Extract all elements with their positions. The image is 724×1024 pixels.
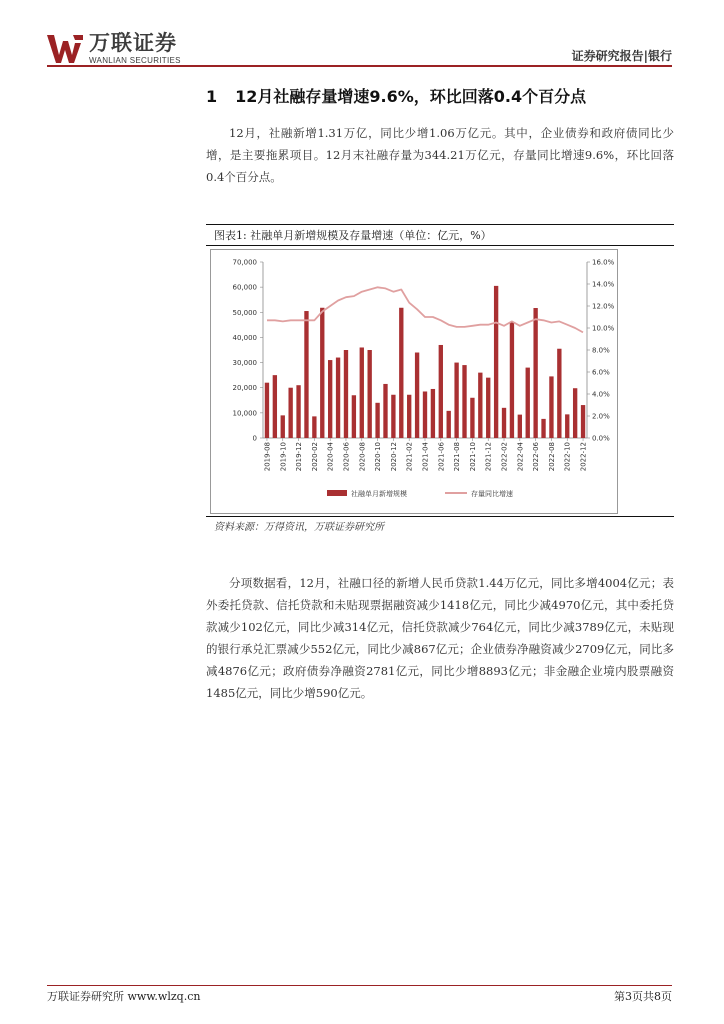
x-tick-label: 2021-12: [484, 442, 493, 472]
logo-chinese-name: 万联证券: [89, 31, 177, 55]
bar-2020-08: [360, 347, 364, 438]
bar-2021-02: [407, 395, 411, 438]
bar-2022-07: [541, 419, 545, 438]
x-tick-label: 2022-10: [563, 442, 572, 472]
bar-2021-04: [423, 391, 427, 438]
bar-2022-05: [526, 368, 530, 438]
report-category: 证券研究报告|银行: [571, 49, 672, 63]
bar-2022-02: [502, 408, 506, 438]
section-number: 1: [206, 87, 218, 106]
right-tick-label: 4.0%: [592, 390, 610, 399]
x-tick-label: 2022-08: [547, 442, 556, 472]
bar-2022-06: [533, 308, 537, 438]
right-tick-label: 14.0%: [592, 280, 615, 289]
bar-2021-01: [399, 308, 403, 438]
bar-2021-09: [462, 365, 466, 438]
legend-bar-label: 社融单月新增规模: [351, 490, 407, 498]
bar-2020-06: [344, 350, 348, 438]
x-tick-label: 2019-08: [263, 442, 272, 472]
legend-bar-swatch: [327, 490, 347, 496]
right-tick-label: 8.0%: [592, 346, 610, 355]
bar-2020-09: [368, 350, 372, 438]
x-tick-label: 2021-02: [405, 442, 414, 472]
legend-line-label: 存量同比增速: [471, 490, 513, 498]
chart-container: [210, 249, 618, 514]
bar-2020-07: [352, 395, 356, 438]
wanlian-logo-icon: [47, 33, 83, 65]
x-tick-label: 2020-02: [310, 442, 319, 472]
page-number: 第3页共8页: [614, 990, 672, 1003]
header-divider: [47, 65, 672, 67]
right-tick-label: 16.0%: [592, 258, 615, 267]
bar-2022-12: [581, 405, 585, 438]
bar-2021-12: [486, 378, 490, 438]
bar-2022-03: [510, 322, 514, 438]
left-tick-label: 20,000: [232, 384, 257, 393]
paragraph-breakdown: 分项数据看，12月，社融口径的新增人民币贷款1.44万亿元，同比多增4004亿元；表外委托贷款、信托贷款和未贴现票据融资减少1418亿元，同比少减4970亿元，其中委托贷款减少102亿元，同比少减314亿元，信托贷款减少764亿元，同比少减3789亿元，未贴现的银行承兑汇票减少552亿元，同比少减867亿元；企业债券净融资减少2709亿元，同比多减4876亿元；政府债券净融资2781亿元，同比少增8893亿元；非金融企业境内股票融资1485亿元，同比少增590亿元。: [206, 576, 674, 700]
bar-2021-11: [478, 373, 482, 438]
bar-2022-04: [518, 415, 522, 438]
bar-2020-05: [336, 358, 340, 438]
left-tick-label: 30,000: [232, 359, 257, 368]
bar-2021-10: [470, 398, 474, 438]
bar-2019-12: [296, 385, 300, 438]
right-tick-label: 6.0%: [592, 368, 610, 377]
bar-2021-08: [454, 363, 458, 438]
x-tick-label: 2021-08: [453, 442, 462, 472]
x-tick-label: 2019-12: [295, 442, 304, 472]
bar-2019-08: [265, 383, 269, 438]
left-tick-label: 50,000: [232, 308, 257, 317]
x-tick-label: 2020-08: [358, 442, 367, 472]
bar-2020-12: [391, 395, 395, 438]
bar-2020-02: [312, 416, 316, 438]
bar-2022-01: [494, 286, 498, 438]
bar-2022-09: [557, 349, 561, 438]
figure-caption-rule: [206, 245, 674, 246]
logo-english-name: WANLIAN SECURITIES: [89, 56, 181, 65]
left-tick-label: 10,000: [232, 409, 257, 418]
right-tick-label: 0.0%: [592, 434, 610, 443]
section-heading: [206, 84, 586, 107]
bar-2020-01: [304, 311, 308, 438]
x-tick-label: 2020-06: [342, 442, 351, 472]
footer-divider: [47, 985, 672, 986]
bar-2022-10: [565, 414, 569, 438]
x-tick-label: 2022-04: [516, 442, 525, 472]
bar-2022-11: [573, 388, 577, 438]
x-tick-label: 2020-12: [389, 442, 398, 472]
left-tick-label: 70,000: [232, 258, 257, 267]
bar-2019-10: [281, 415, 285, 438]
x-tick-label: 2020-04: [326, 442, 335, 472]
bar-2022-08: [549, 376, 553, 438]
bar-2021-07: [447, 411, 451, 438]
figure-top-rule: [206, 224, 674, 225]
company-logo: [47, 32, 181, 66]
bar-2020-10: [375, 403, 379, 438]
footer-website: 万联证券研究所 www.wlzq.cn: [47, 990, 201, 1003]
bar-2021-03: [415, 353, 419, 438]
bar-2021-05: [431, 389, 435, 438]
paragraph-summary: 12月，社融新增1.31万亿，同比少增1.06万亿元。其中，企业债券和政府债同比少增，是主要拖累项目。12月末社融存量为344.21万亿元，存量同比增速9.6%，环比回落0.4个百分点。: [206, 126, 674, 184]
x-tick-label: 2020-10: [374, 442, 383, 472]
x-tick-label: 2022-06: [532, 442, 541, 472]
bar-2021-06: [439, 345, 443, 438]
x-tick-label: 2021-04: [421, 442, 430, 472]
left-tick-label: 60,000: [232, 283, 257, 292]
social-financing-chart: [211, 250, 617, 513]
section-title-text: 12月社融存量增速9.6%，环比回落0.4个百分点: [235, 87, 587, 106]
bar-2020-03: [320, 308, 324, 438]
figure-source: 资料来源：万得资讯，万联证券研究所: [214, 522, 384, 533]
right-tick-label: 2.0%: [592, 412, 610, 421]
x-tick-label: 2022-12: [579, 442, 588, 472]
right-tick-label: 10.0%: [592, 324, 615, 333]
figure-bottom-rule: [206, 516, 674, 517]
left-tick-label: 40,000: [232, 333, 257, 342]
x-tick-label: 2022-02: [500, 442, 509, 472]
x-tick-label: 2021-06: [437, 442, 446, 472]
bar-2019-11: [288, 388, 292, 438]
left-tick-label: 0: [252, 434, 257, 443]
x-tick-label: 2021-10: [468, 442, 477, 472]
bar-2019-09: [273, 375, 277, 438]
bar-2020-04: [328, 360, 332, 438]
figure-caption: 图表1: 社融单月新增规模及存量增速（单位：亿元，%）: [214, 229, 492, 242]
bar-2020-11: [383, 384, 387, 438]
x-tick-label: 2019-10: [279, 442, 288, 472]
right-tick-label: 12.0%: [592, 302, 615, 311]
